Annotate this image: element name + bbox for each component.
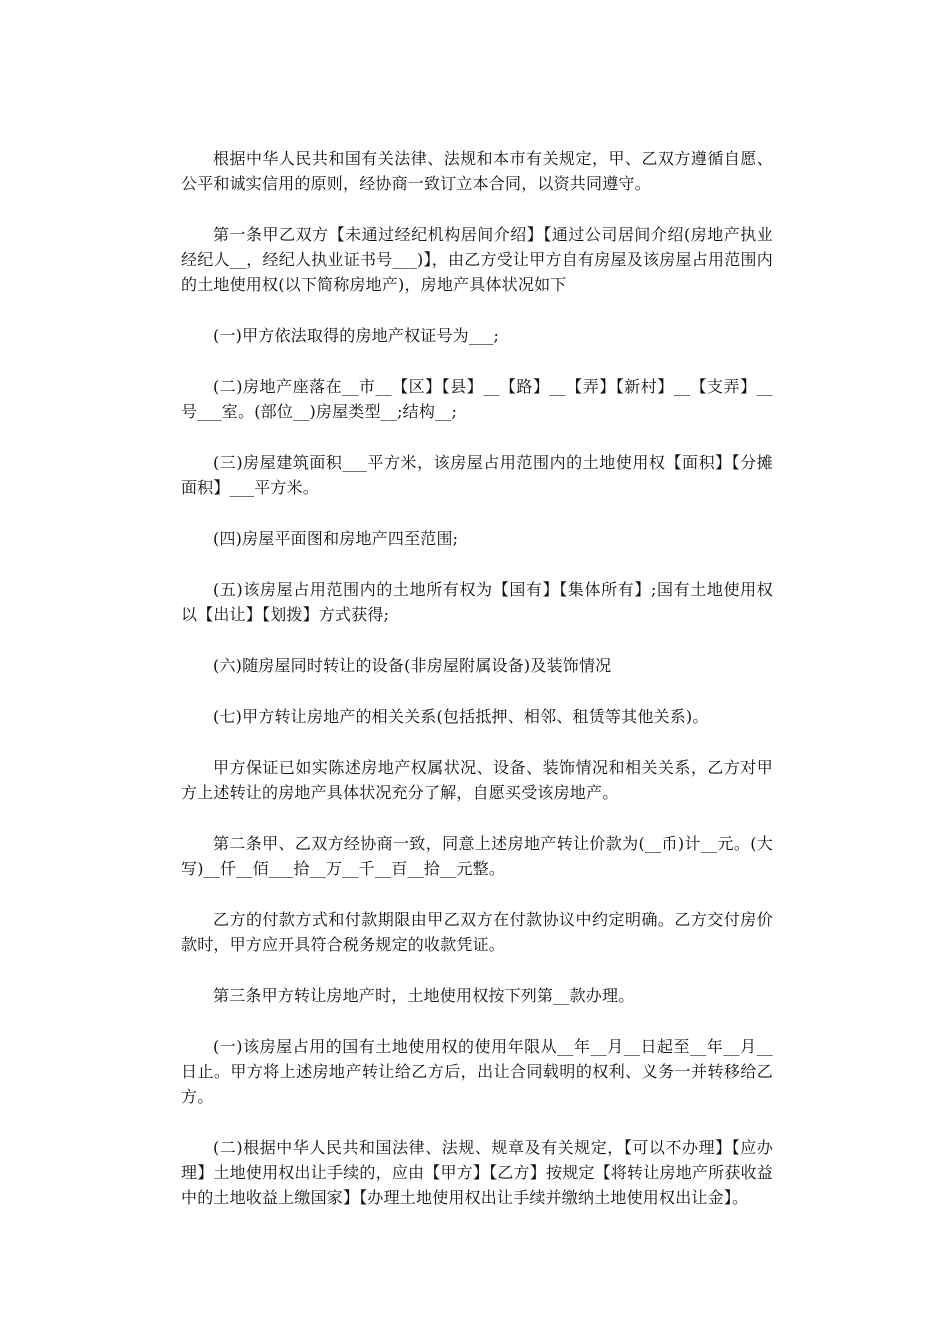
paragraph-item-7: (七)甲方转让房地产的相关关系(包括抵押、相邻、租赁等其他关系)。 [213,707,709,726]
paragraph-preamble: 根据中华人民共和国有关法律、法规和本市有关规定，甲、乙双方遵循自愿、公平和诚实信用的原则，经协商一致订立本合同，以资共同遵守。 [181,149,773,193]
paragraph-item-1: (一)甲方依法取得的房地产权证号为___; [213,326,500,345]
paragraph-guarantee: 甲方保证已如实陈述房地产权属状况、设备、装饰情况和相关关系，乙方对甲方上述转让的房地产具体状况充分了解，自愿买受该房地产。 [181,758,773,802]
paragraph-article-3-item-2: (二)根据中华人民共和国法律、法规、规章及有关规定，【可以不办理】【应办理】土地使用权出让手续的，应由【甲方】【乙方】按规定【将转让房地产所获收益中的土地收益上缴国家】【办理土地使用权出让手续并缴纳土地使用权出让金】。 [181,1138,773,1207]
paragraph-article-3: 第三条甲方转让房地产时，土地使用权按下列第__款办理。 [213,986,635,1005]
paragraph-item-6: (六)随房屋同时转让的设备(非房屋附属设备)及装饰情况 [213,656,612,675]
paragraph-item-4: (四)房屋平面图和房地产四至范围; [213,529,459,548]
paragraph-payment: 乙方的付款方式和付款期限由甲乙双方在付款协议中约定明确。乙方交付房价款时，甲方应开具符合税务规定的收款凭证。 [181,910,773,954]
paragraph-item-2: (二)房地产座落在__市__【区】【县】__【路】__【弄】【新村】__【支弄】__号___室。(部位__)房屋类型__;结构__; [181,377,773,421]
paragraph-item-5: (五)该房屋占用范围内的土地所有权为【国有】【集体所有】;国有土地使用权以【出让】【划拨】方式获得; [181,580,773,624]
paragraph-article-3-item-1: (一)该房屋占用的国有土地使用权的使用年限从__年__月__日起至__年__月__日止。甲方将上述房地产转让给乙方后，出让合同载明的权利、义务一并转移给乙方。 [181,1037,773,1106]
paragraph-item-3: (三)房屋建筑面积___平方米，该房屋占用范围内的土地使用权【面积】【分摊面积】___平方米。 [181,453,773,497]
document-body [181,146,773,1236]
paragraph-article-1: 第一条甲乙双方【未通过经纪机构居间介绍】【通过公司居间介绍(房地产执业经纪人__，经纪人执业证书号___)】，由乙方受让甲方自有房屋及该房屋占用范围内的土地使用权(以下简称房地产)，房地产具体状况如下 [181,225,773,294]
paragraph-article-2: 第二条甲、乙双方经协商一致，同意上述房地产转让价款为(__币)计__元。(大写)__仟__佰___拾__万__千__百__拾__元整。 [181,834,773,878]
